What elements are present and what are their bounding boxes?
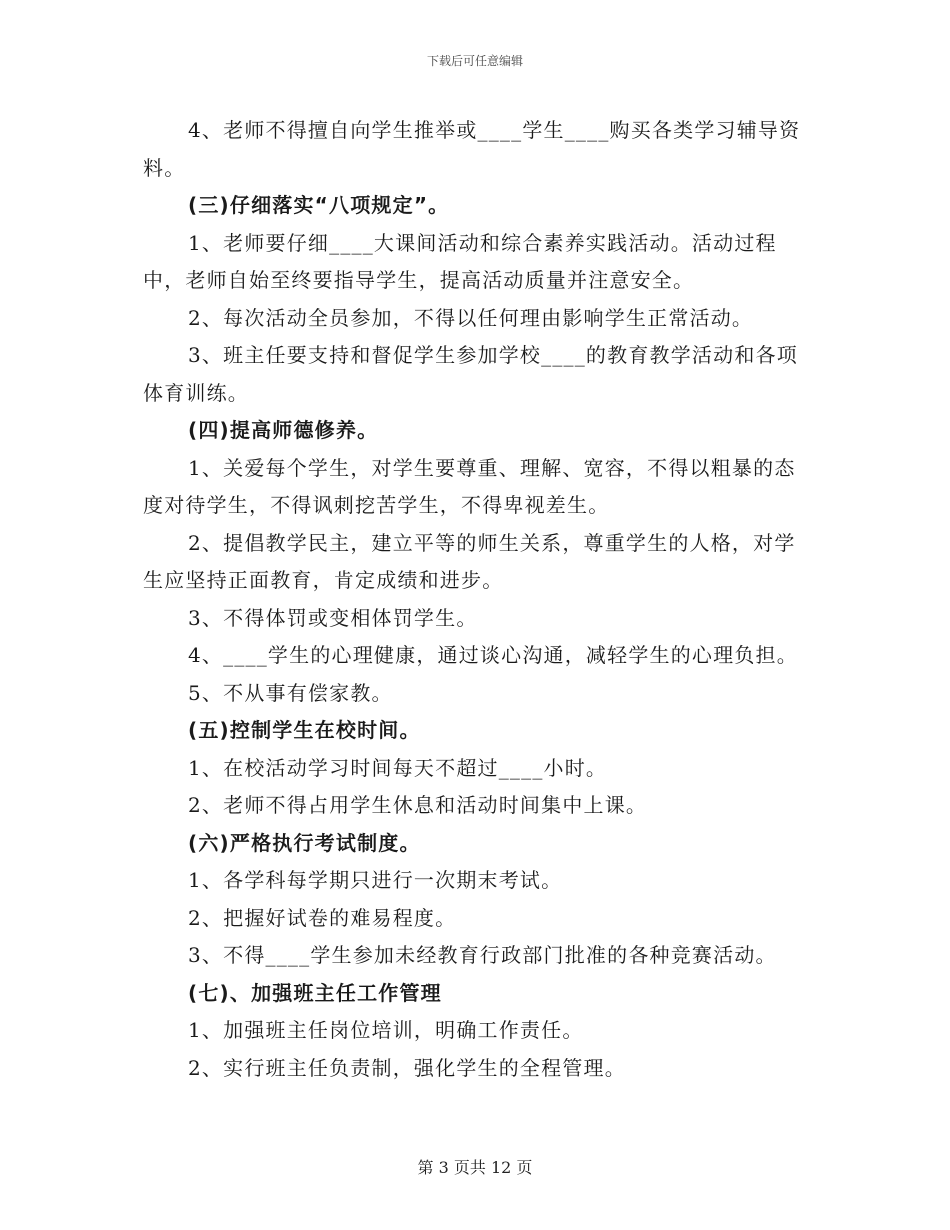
- paragraph: 3、班主任要支持和督促学生参加学校____的教育教学活动和各项体育训练。: [143, 343, 798, 405]
- paragraph: 1、加强班主任岗位培训，明确工作责任。: [188, 1018, 584, 1042]
- paragraph: 1、关爱每个学生，对学生要尊重、理解、宽容，不得以粗暴的态度对待学生，不得讽刺挖苦学生，不得卑视差生。: [143, 455, 796, 517]
- paragraph: 3、不得____学生参加未经教育行政部门批准的各种竞赛活动。: [188, 943, 777, 967]
- paragraph: 2、把握好试卷的难易程度。: [188, 905, 457, 930]
- section-heading: (六)严格执行考试制度。: [188, 830, 421, 855]
- paragraph: 2、实行班主任负责制，强化学生的全程管理。: [188, 1055, 626, 1080]
- paragraph: 5、不从事有偿家教。: [188, 680, 393, 705]
- section-heading: (七)、加强班主任工作管理: [188, 980, 442, 1005]
- paragraph: 4、老师不得擅自向学生推举或____学生____购买各类学习辅导资料。: [143, 118, 801, 180]
- paragraph: 3、不得体罚或变相体罚学生。: [188, 605, 478, 630]
- document-body: [143, 112, 808, 1087]
- paragraph: 2、提倡教学民主，建立平等的师生关系，尊重学生的人格，对学生应坚持正面教育，肯定成绩和进步。: [143, 530, 796, 592]
- paragraph: 2、老师不得占用学生休息和活动时间集中上课。: [188, 793, 648, 817]
- paragraph: 1、各学科每学期只进行一次期末考试。: [188, 868, 563, 892]
- paragraph: 2、每次活动全员参加，不得以任何理由影响学生正常活动。: [188, 305, 754, 330]
- section-heading: (四)提高师德修养。: [188, 418, 379, 442]
- paragraph: 1、在校活动学习时间每天不超过____小时。: [188, 755, 608, 780]
- section-heading: (五)控制学生在校时间。: [188, 718, 421, 742]
- section-heading: (三)仔细落实“八项规定”。: [188, 193, 450, 217]
- page-header: 下载后可任意编辑: [426, 54, 523, 68]
- paragraph: 1、老师要仔细____大课间活动和综合素养实践活动。活动过程中，老师自始至终要指导学生，提高活动质量并注意安全。: [143, 230, 777, 292]
- paragraph: 4、____学生的心理健康，通过谈心沟通，减轻学生的心理负担。: [188, 643, 798, 667]
- page-footer: 第 3 页共 12 页: [417, 1158, 533, 1177]
